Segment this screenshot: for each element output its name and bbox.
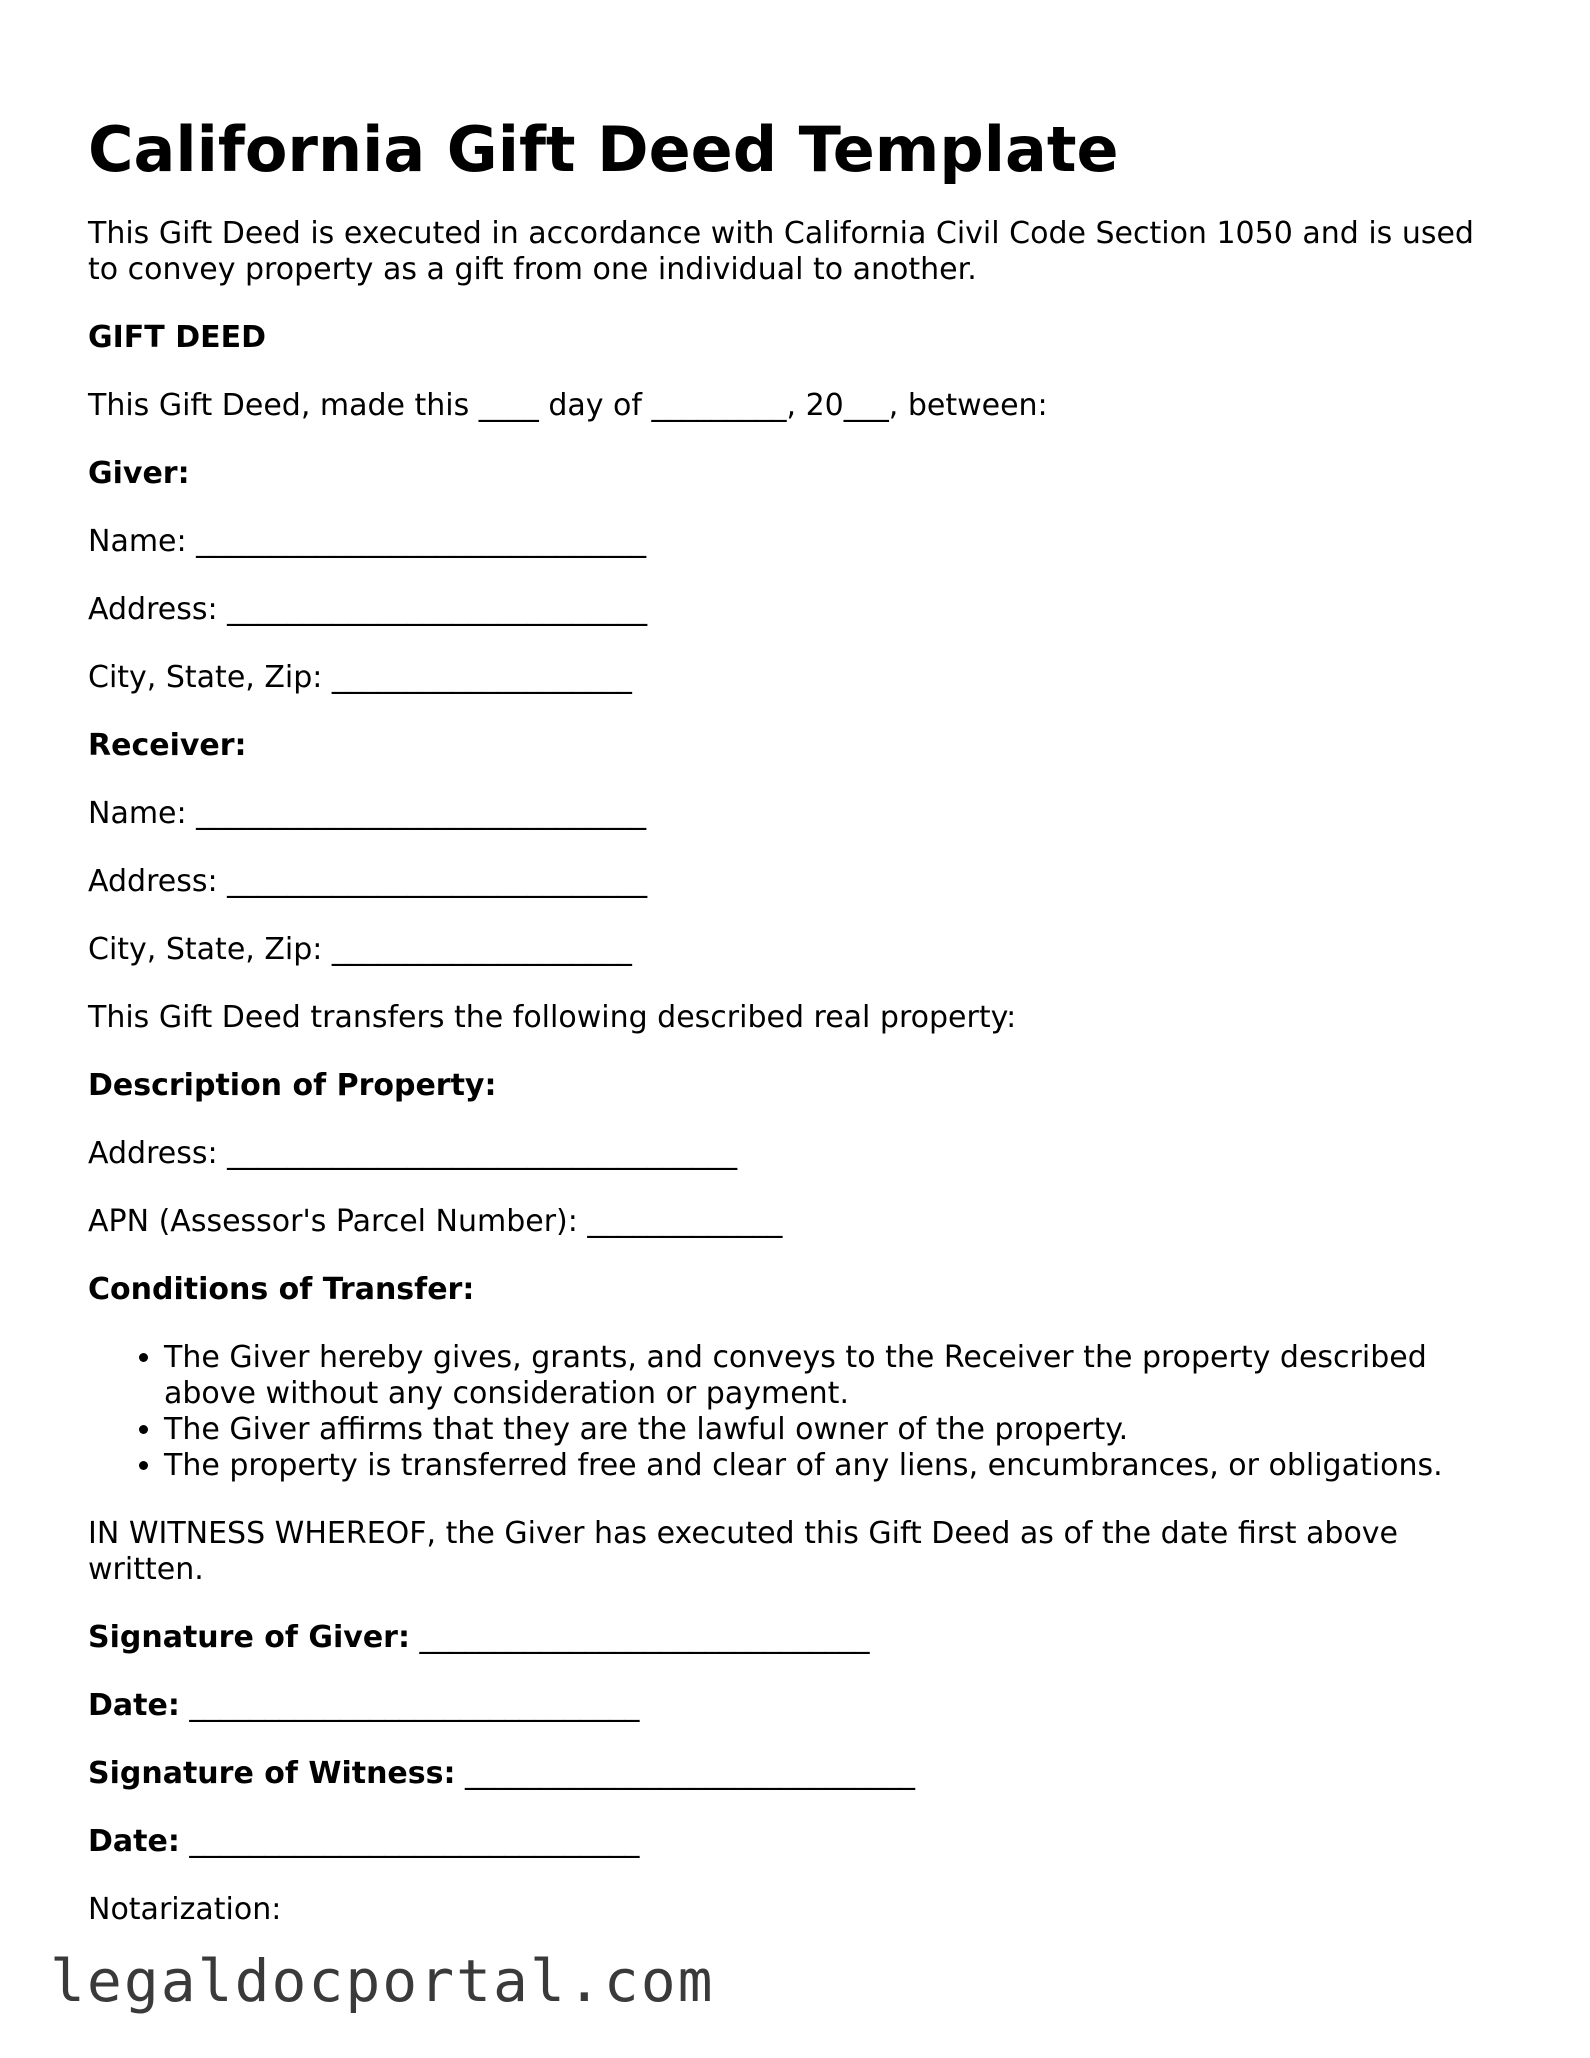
condition-item: • The Giver hereby gives, grants, and conveys to the Receiver the property described above without any consideration or payment. [164, 1340, 1508, 1412]
condition-item: • The property is transferred free and clear of any liens, encumbrances, or obligations. [164, 1448, 1508, 1484]
signature-witness-line [88, 1756, 1508, 1792]
receiver-address-field: Address: ____________________________ [88, 864, 648, 899]
date-line-1 [88, 1688, 1508, 1724]
conditions-list [88, 1340, 1508, 1484]
made-line: This Gift Deed, made this ____ day of _________, 20___, between: [88, 388, 1048, 423]
transfer-intro: This Gift Deed transfers the following described real property: [88, 1000, 1017, 1035]
date-line-2 [88, 1824, 1508, 1860]
witness-clause: IN WITNESS WHEREOF, the Giver has executed this Gift Deed as of the date first above written. [88, 1516, 1408, 1587]
date-blank-2: ______________________________ [179, 1824, 640, 1859]
signature-giver-blank: ______________________________ [409, 1620, 870, 1655]
receiver-city-state-zip-field: City, State, Zip: ____________________ [88, 932, 632, 967]
receiver-name-field: Name: ______________________________ [88, 796, 647, 831]
giver-name-field: Name: ______________________________ [88, 524, 647, 559]
watermark-logo: legaldocportal.com [50, 1947, 715, 2015]
property-heading: Description of Property: [88, 1068, 497, 1103]
notarization-label: Notarization: [88, 1892, 282, 1927]
giver-city-state-zip-field: City, State, Zip: ____________________ [88, 660, 632, 695]
date-label-1: Date: [88, 1688, 180, 1723]
page-title: California Gift Deed Template [88, 113, 1119, 186]
intro-paragraph: This Gift Deed is executed in accordance with California Civil Code Section 1050 and is used to convey property as a gift from one individual to another. [88, 216, 1484, 287]
property-address-field: Address: __________________________________ [88, 1136, 738, 1171]
date-label-2: Date: [88, 1824, 180, 1859]
signature-giver-line [88, 1620, 1508, 1656]
condition-item: • The Giver affirms that they are the lawful owner of the property. [164, 1412, 1508, 1448]
conditions-heading: Conditions of Transfer: [88, 1272, 475, 1307]
property-apn-field: APN (Assessor's Parcel Number): _____________ [88, 1204, 783, 1239]
receiver-heading: Receiver: [88, 728, 247, 763]
signature-giver-label: Signature of Giver: [88, 1620, 410, 1655]
signature-witness-label: Signature of Witness: [88, 1756, 456, 1791]
section-heading: GIFT DEED [88, 320, 266, 355]
signature-witness-blank: ______________________________ [455, 1756, 916, 1791]
giver-heading: Giver: [88, 456, 190, 491]
giver-address-field: Address: ____________________________ [88, 592, 648, 627]
date-blank-1: ______________________________ [179, 1688, 640, 1723]
document-page [88, 108, 1508, 1960]
